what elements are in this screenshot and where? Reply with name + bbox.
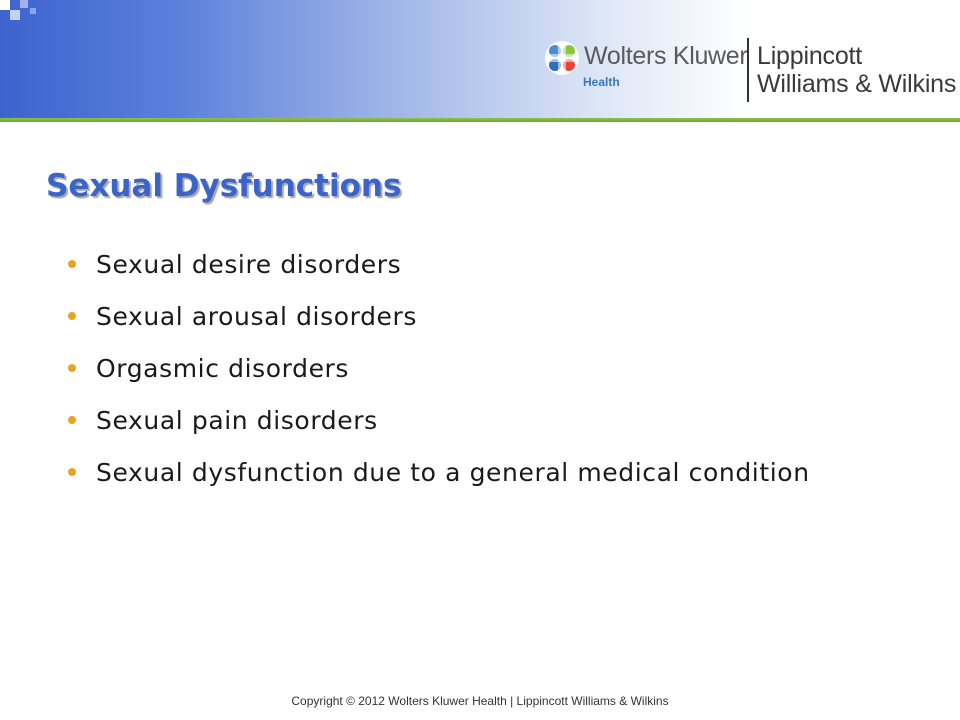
header-rule <box>0 118 960 122</box>
bullet-icon <box>68 468 76 476</box>
decorative-square <box>30 8 36 14</box>
wolters-kluwer-logo-icon <box>544 40 580 76</box>
publisher-division-name: Health <box>583 75 620 89</box>
publisher-logo <box>540 36 960 108</box>
logo-divider <box>747 38 749 102</box>
decorative-square <box>20 0 28 8</box>
publisher-primary-name: Wolters Kluwer <box>584 42 748 70</box>
bullet-icon <box>68 364 76 372</box>
bullet-text: Sexual arousal disorders <box>96 302 418 331</box>
header-banner <box>0 0 960 118</box>
bullet-text: Sexual pain disorders <box>96 406 378 435</box>
imprint-name-line1: Lippincott <box>757 42 863 70</box>
copyright-footer: Copyright © 2012 Wolters Kluwer Health | Lippincott Williams & Wilkins <box>291 694 669 708</box>
slide-title: Sexual Dysfunctions <box>46 168 402 204</box>
bullet-icon <box>68 416 76 424</box>
decorative-square <box>10 10 20 20</box>
bullet-icon <box>68 312 76 320</box>
bullet-icon <box>68 260 76 268</box>
bullet-text: Sexual desire disorders <box>96 250 402 279</box>
imprint-name-line2: Williams & Wilkins <box>757 70 957 98</box>
bullet-text: Sexual dysfunction due to a general medical condition <box>96 458 810 487</box>
decorative-square <box>0 0 10 10</box>
bullet-text: Orgasmic disorders <box>96 354 350 383</box>
